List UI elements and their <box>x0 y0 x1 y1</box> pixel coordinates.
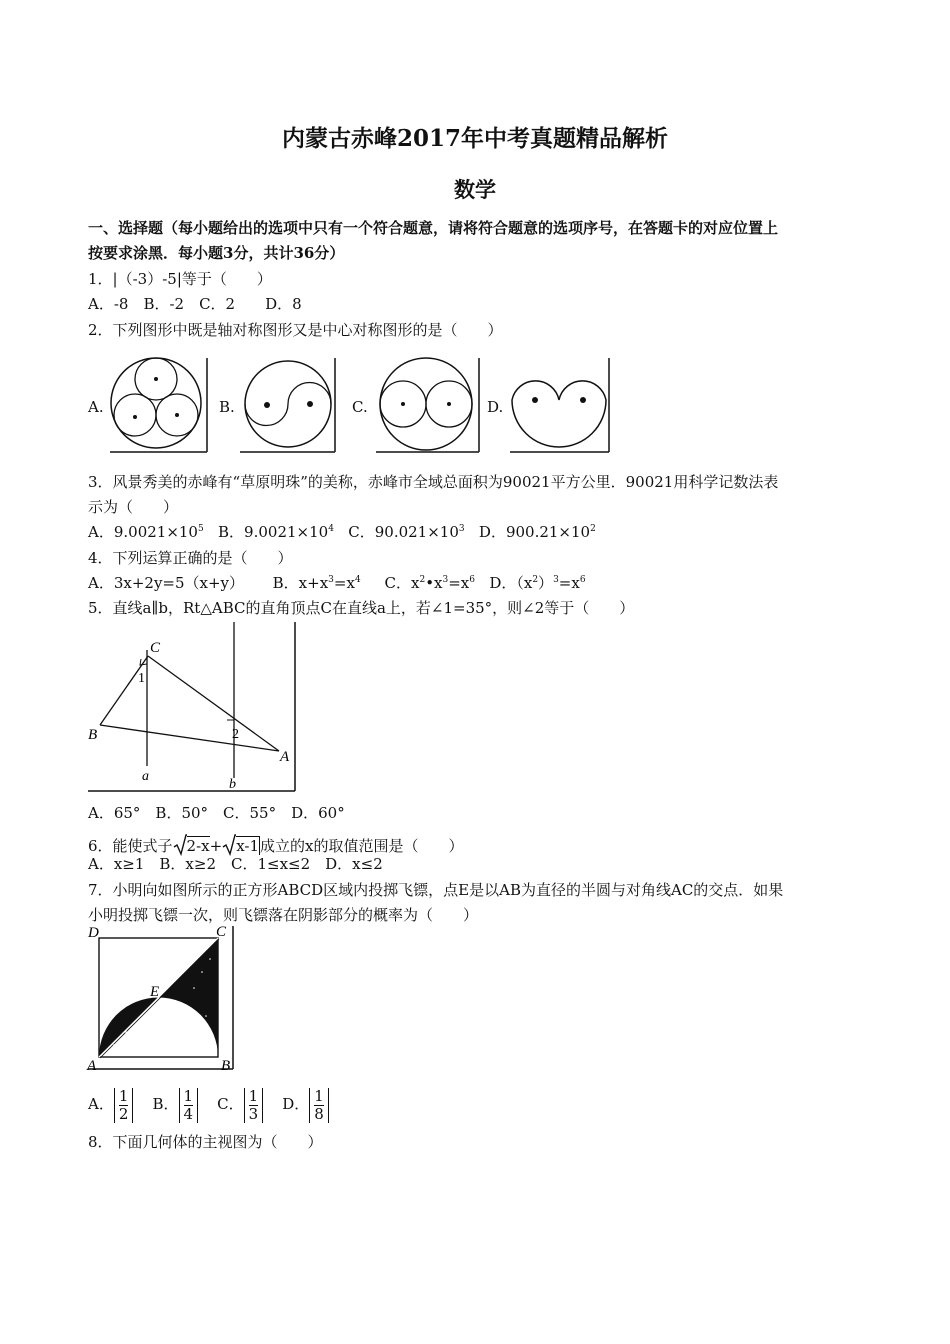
q5-label-b-point: B <box>88 727 98 743</box>
q2-stem: 2．下列图形中既是轴对称图形又是中心对称图形的是（ ） <box>88 321 503 339</box>
q7-option-c-fraction: $\frac{1}{3}$ <box>244 1088 264 1123</box>
q3-exp-a: 5 <box>197 524 204 534</box>
q3-option-d: D．900.21×10 <box>478 523 591 541</box>
q7-option-d-fraction: $\frac{1}{8}$ <box>309 1088 329 1123</box>
q4-options <box>88 573 586 593</box>
page-subtitle: 数学 <box>454 177 496 202</box>
q4-stem: 4．下列运算正确的是（ ） <box>88 549 293 567</box>
q7-option-a-fraction: $\frac{1}{2}$ <box>114 1088 134 1123</box>
q3-stem-line1: 3．风景秀美的赤峰有“草原明珠”的美称，赤峰市全域总面积为90021平方公里．90021用科学记数法表 <box>88 473 779 491</box>
q2-figure-c <box>374 356 482 454</box>
q6-root1: 2-x <box>173 829 210 856</box>
q3-exp-d: 2 <box>590 524 596 534</box>
q6-root2: x-1 <box>222 829 260 856</box>
q5-figure <box>86 620 298 794</box>
q4-option-b: B．$x+x^3=x^4$ <box>272 574 361 592</box>
q5-stem: 5．直线a∥b，Rt△ABC的直角顶点C在直线a上，若∠1=35°，则∠2等于（ ） <box>88 599 635 617</box>
q7-option-b-label: B． <box>152 1095 179 1113</box>
q1-stem: 1．|（-3）-5|等于（ ） <box>88 270 272 288</box>
q7-option-b-fraction: $\frac{1}{4}$ <box>179 1088 199 1123</box>
q4-option-c: C．$x^2•x^3=x^6$ <box>384 574 475 592</box>
q7-stem-line1: 7．小明向如图所示的正方形ABCD区域内投掷飞镖，点E是以AB为直径的半圆与对角线AC的交点．如果 <box>88 881 784 899</box>
q7-figure <box>86 924 236 1072</box>
q7-label-a: A <box>87 1058 97 1074</box>
q7-label-b: B <box>221 1058 231 1074</box>
q4-option-a: A．3x+2y=5（x+y） <box>88 574 245 592</box>
q7-option-d-label: D． <box>282 1095 310 1113</box>
q3-option-b: B．9.0021×10 <box>218 523 329 541</box>
radical-icon <box>222 834 236 856</box>
q2-figure-a <box>108 356 210 454</box>
q5-label-c: C <box>150 640 161 656</box>
q2-figure-d <box>508 356 612 454</box>
q5-label-angle1: 1 <box>138 671 145 686</box>
section-heading-line1: 一、选择题（每小题给出的选项中只有一个符合题意，请将符合题意的选项序号，在答题卡的对应位置上 <box>88 219 779 237</box>
q2-label-c: C. <box>352 398 368 416</box>
q6-stem <box>88 829 463 856</box>
q2-label-a: A. <box>88 398 104 416</box>
q3-option-a: A．9.0021×10 <box>88 523 198 541</box>
q8-stem: 8．下面几何体的主视图为（ ） <box>88 1133 323 1151</box>
q3-option-c: C．90.021×10 <box>348 523 459 541</box>
q3-options <box>88 522 596 542</box>
q5-options: A．65° B．50° C．55° D．60° <box>88 804 345 822</box>
q3-stem-line2: 示为（ ） <box>88 498 179 516</box>
q2-label-d: D. <box>487 398 504 416</box>
q7-option-a-label: A． <box>88 1095 114 1113</box>
q7-label-e: E <box>150 984 160 1000</box>
q5-label-line-a: a <box>142 769 149 784</box>
q6-pre: 6．能使式子 <box>88 837 173 855</box>
q7-option-c-label: C． <box>217 1095 244 1113</box>
q7-label-c: C <box>216 924 227 940</box>
q5-label-line-b: b <box>229 777 236 792</box>
radical-icon <box>173 834 187 856</box>
q7-label-d: D <box>88 925 99 941</box>
q5-label-a-point: A <box>280 749 290 765</box>
q1-options: A．-8 B．-2 C．2 D．8 <box>88 295 302 313</box>
section-heading-line2: 按要求涂黑．每小题3分，共计36分） <box>88 244 345 262</box>
q3-exp-c: 3 <box>458 524 465 534</box>
q3-exp-b: 4 <box>328 524 334 534</box>
q7-options <box>88 1084 329 1124</box>
q2-figure-b <box>238 356 338 454</box>
q2-label-b: B. <box>219 398 235 416</box>
q5-label-angle2: 2 <box>232 727 239 742</box>
q7-stem-line2: 小明投掷飞镖一次，则飞镖落在阴影部分的概率为（ ） <box>88 906 479 924</box>
page-title: 内蒙古赤峰2017年中考真题精品解析 <box>281 125 668 152</box>
q6-options: A．x≥1 B．x≥2 C．1≤x≤2 D．x≤2 <box>88 855 383 873</box>
q4-option-d: D．$(x^2)^3=x^6$ <box>489 574 586 592</box>
q6-plus: + <box>209 837 223 855</box>
q6-post: 成立的x的取值范围是（ ） <box>260 837 464 855</box>
